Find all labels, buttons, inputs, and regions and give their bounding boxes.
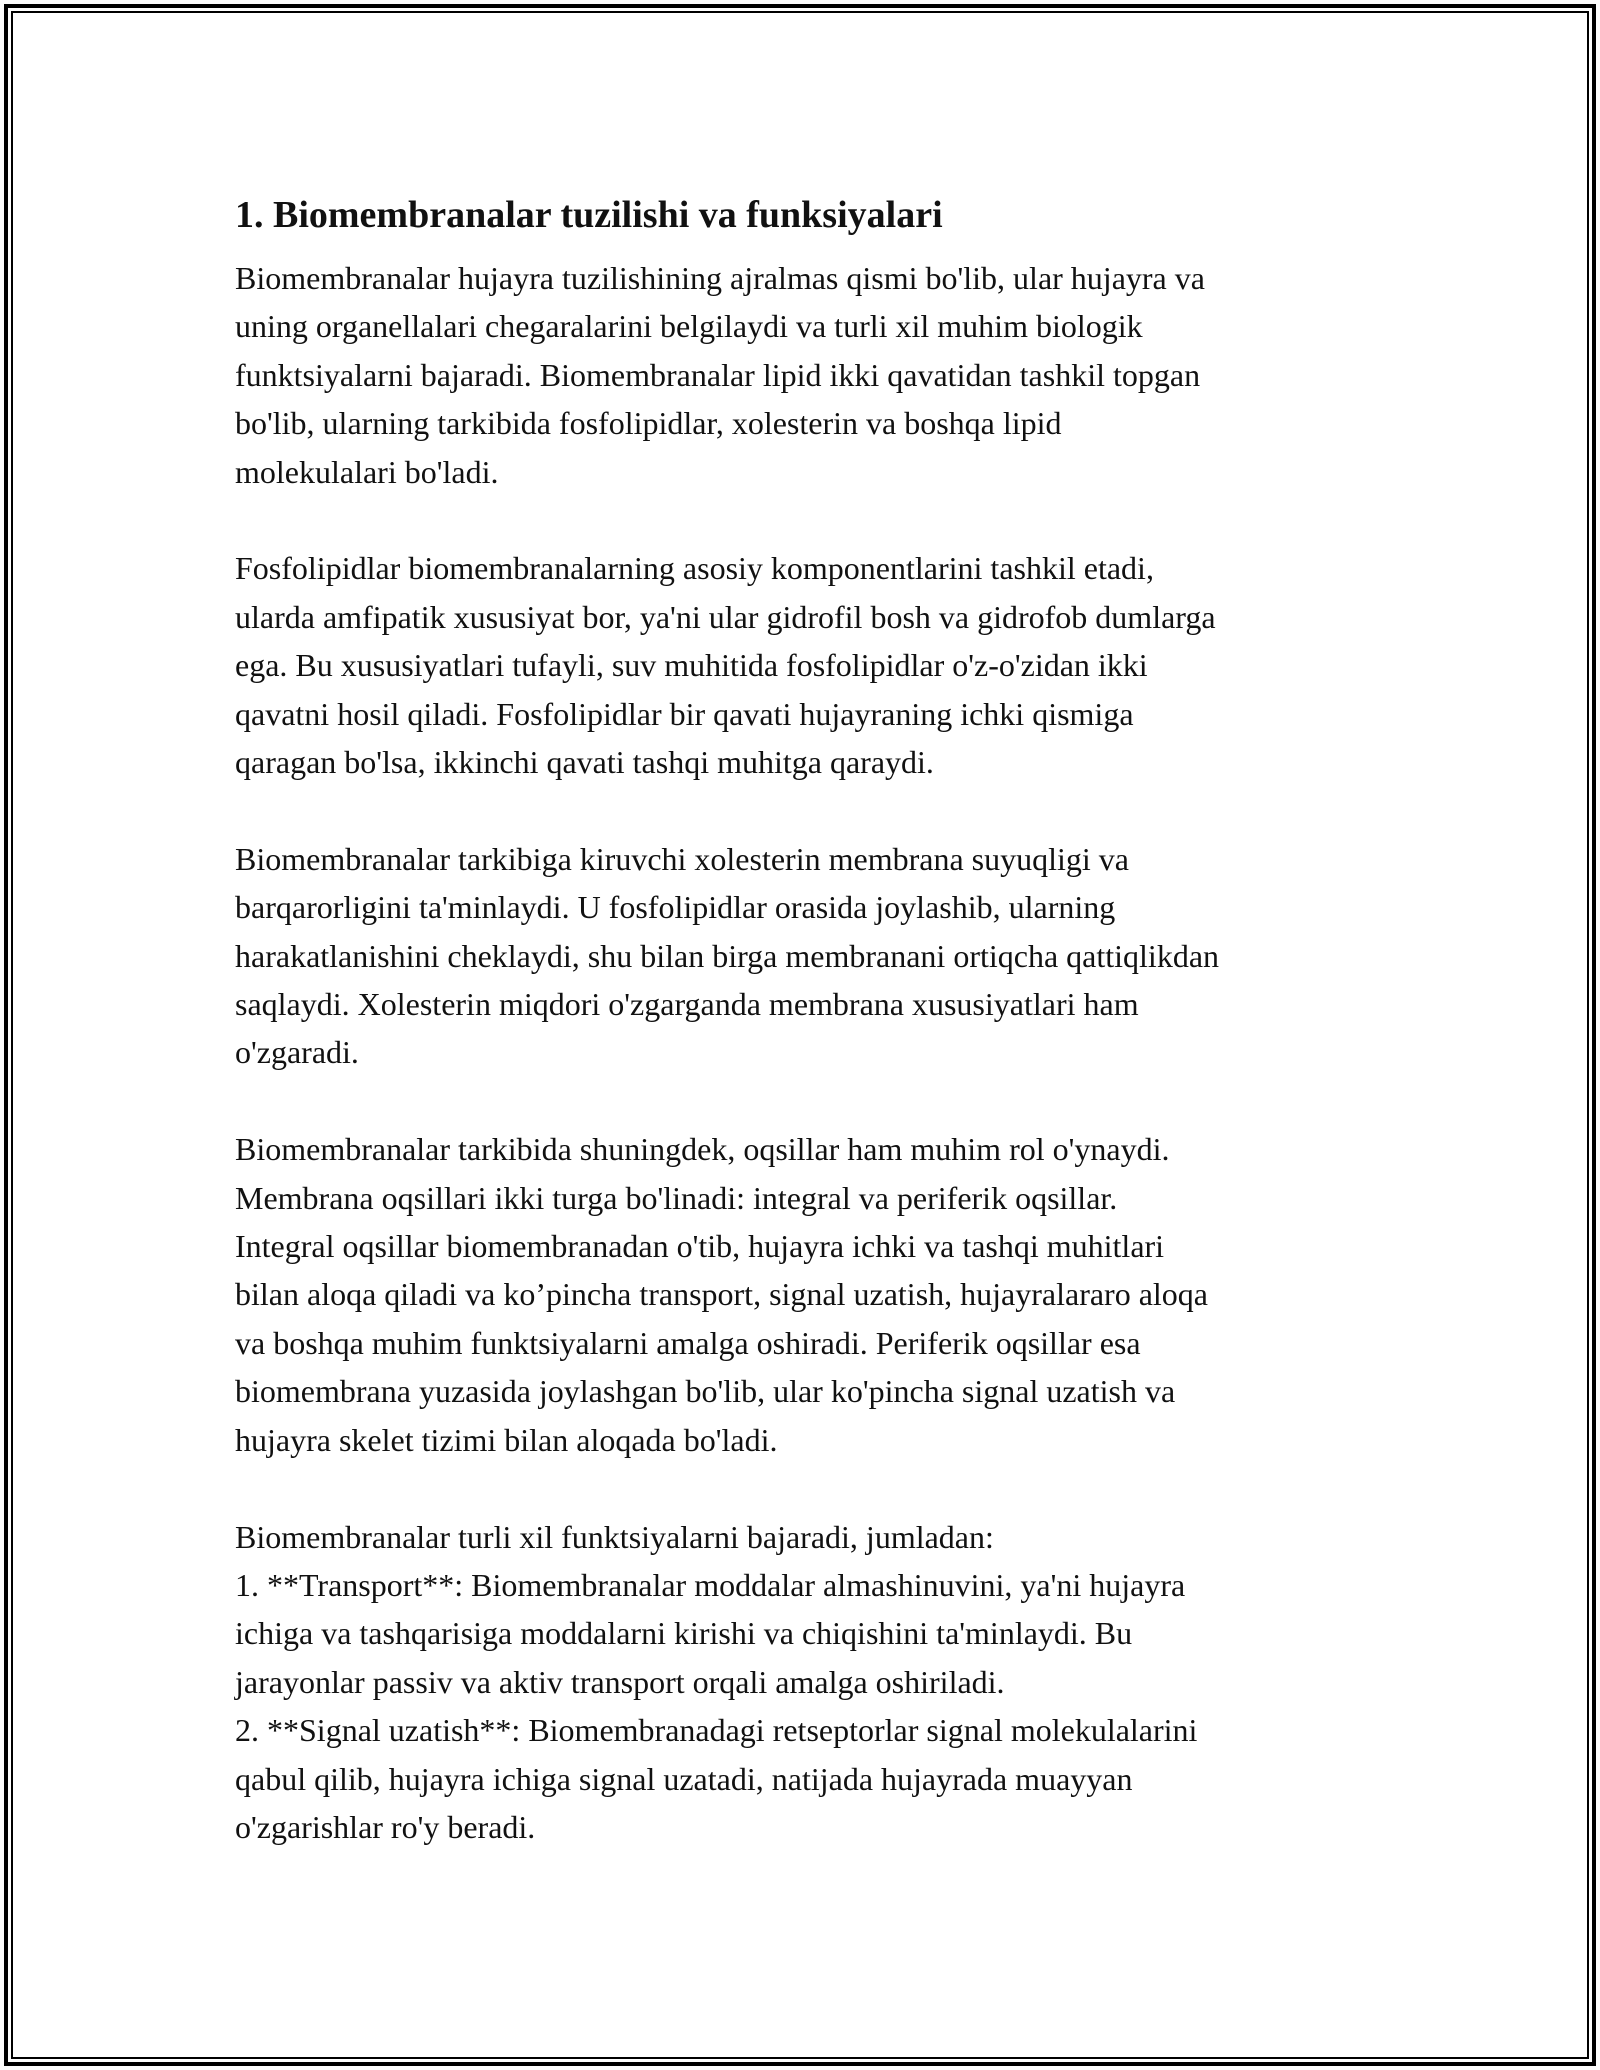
list-item-transport: 1. **Transport**: Biomembranalar moddalar almashinuvini, ya'ni hujayra bbox=[235, 1566, 1186, 1603]
text-line: saqlaydi. Xolesterin miqdori o'zgarganda membrana xususiyatlari ham bbox=[235, 986, 1139, 1023]
text-line: bo'lib, ularning tarkibida fosfolipidlar, xolesterin va boshqa lipid bbox=[235, 405, 1062, 442]
text-line: qaragan bo'lsa, ikkinchi qavati tashqi muhitga qaraydi. bbox=[235, 744, 934, 781]
text-line: ega. Bu xususiyatlari tufayli, suv muhitida fosfolipidlar o'z-o'zidan ikki bbox=[235, 647, 1148, 684]
text-line: molekulalari bo'ladi. bbox=[235, 453, 499, 490]
document-body bbox=[235, 186, 1385, 1851]
text-line: jarayonlar passiv va aktiv transport orqali amalga oshiriladi. bbox=[235, 1663, 1005, 1700]
list-item-signal: 2. **Signal uzatish**: Biomembranadagi retseptorlar signal molekulalarini bbox=[235, 1712, 1198, 1749]
text-line: funktsiyalarni bajaradi. Biomembranalar lipid ikki qavatidan tashkil topgan bbox=[235, 356, 1201, 393]
text-line: ichiga va tashqarisiga moddalarni kirishi va chiqishini ta'minlaydi. Bu bbox=[235, 1615, 1133, 1652]
paragraph-4 bbox=[235, 1125, 1385, 1464]
text-line: Biomembranalar hujayra tuzilishining ajralmas qismi bo'lib, ular hujayra va bbox=[235, 260, 1205, 296]
text-line: barqarorligini ta'minlaydi. U fosfolipidlar orasida joylashib, ularning bbox=[235, 889, 1116, 926]
text-line: harakatlanishini cheklaydi, shu bilan birga membranani ortiqcha qattiqlikdan bbox=[235, 937, 1220, 974]
text-line: bilan aloqa qiladi va ko’pincha transport, signal uzatish, hujayralararo aloqa bbox=[235, 1276, 1208, 1313]
list-intro: Biomembranalar turli xil funktsiyalarni bajaradi, jumladan: bbox=[235, 1518, 994, 1555]
functions-list bbox=[235, 1513, 1385, 1852]
paragraph-3 bbox=[235, 835, 1385, 1077]
text-line: Biomembranalar tarkibida shuningdek, oqsillar ham muhim rol o'ynaydi. bbox=[235, 1131, 1170, 1168]
text-line: qavatni hosil qiladi. Fosfolipidlar bir qavati hujayraning ichki qismiga bbox=[235, 695, 1134, 732]
text-line: Biomembranalar tarkibiga kiruvchi xolesterin membrana suyuqligi va bbox=[235, 840, 1129, 877]
paragraph-2 bbox=[235, 544, 1385, 786]
text-line: Membrana oqsillari ikki turga bo'linadi: integral va periferik oqsillar. bbox=[235, 1179, 1118, 1216]
text-line: qabul qilib, hujayra ichiga signal uzatadi, natijada hujayrada muayyan bbox=[235, 1760, 1133, 1797]
text-line: uning organellalari chegaralarini belgilaydi va turli xil muhim biologik bbox=[235, 308, 1143, 345]
text-line: Integral oqsillar biomembranadan o'tib, hujayra ichki va tashqi muhitlari bbox=[235, 1228, 1165, 1265]
text-line: biomembrana yuzasida joylashgan bo'lib, ular ko'pincha signal uzatish va bbox=[235, 1373, 1176, 1410]
text-line: o'zgaradi. bbox=[235, 1034, 359, 1071]
text-line: va boshqa muhim funktsiyalarni amalga oshiradi. Periferik oqsillar esa bbox=[235, 1324, 1141, 1361]
text-line: hujayra skelet tizimi bilan aloqada bo'ladi. bbox=[235, 1421, 778, 1458]
section-heading: 1. Biomembranalar tuzilishi va funksiyalari bbox=[235, 194, 943, 236]
text-line: o'zgarishlar ro'y beradi. bbox=[235, 1808, 536, 1845]
paragraph-1 bbox=[235, 254, 1385, 496]
text-line: Fosfolipidlar biomembranalarning asosiy komponentlarini tashkil etadi, bbox=[235, 550, 1154, 587]
text-line: ularda amfipatik xususiyat bor, ya'ni ular gidrofil bosh va gidrofob dumlarga bbox=[235, 598, 1216, 635]
